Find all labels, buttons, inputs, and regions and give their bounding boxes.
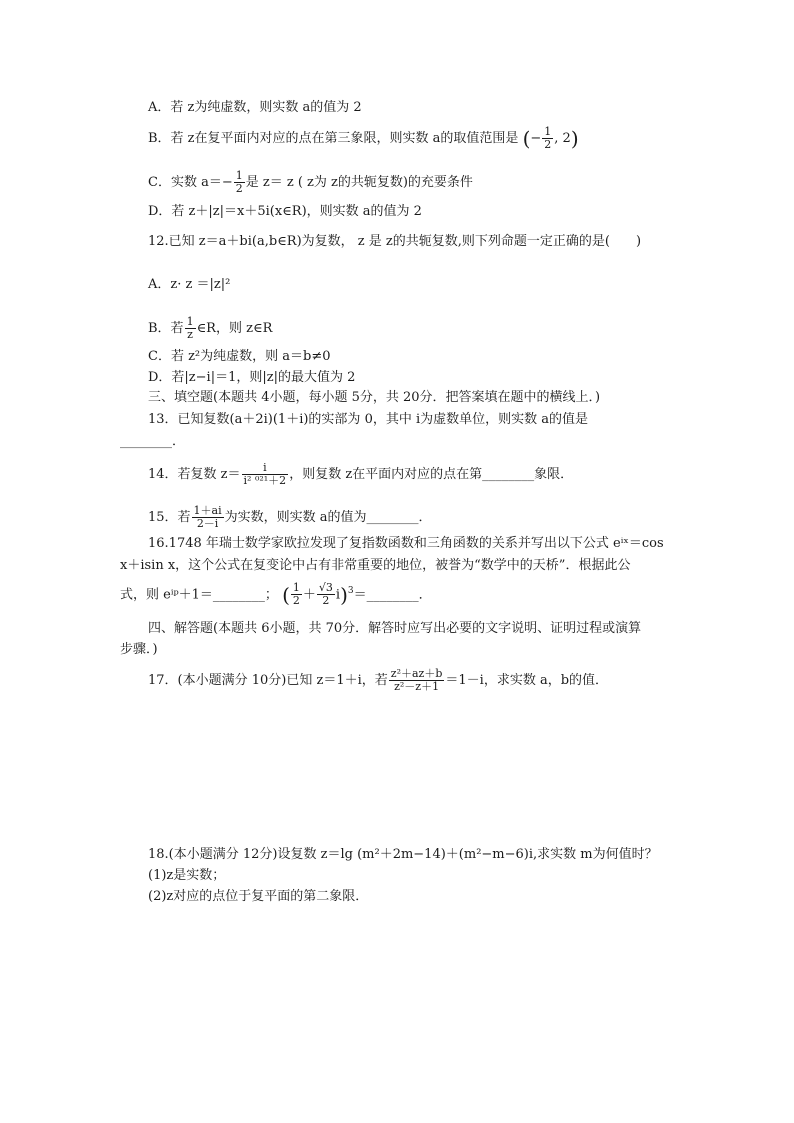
fraction-numerator: 1 bbox=[186, 315, 194, 328]
q17-text: 17．(本小题满分 10分)已知 z＝1＋i，若 bbox=[148, 673, 388, 688]
q16-line-1: 16.1748 年瑞士数学家欧拉发现了复指数函数和三角函数的关系并写出以下公式 eⁱˣ＝cos bbox=[148, 536, 664, 551]
fraction bbox=[185, 316, 196, 341]
fraction-numerator: 1 bbox=[292, 581, 300, 595]
fraction-denominator: 2－i bbox=[196, 517, 219, 530]
q15-tail: 为实数，则实数 a的值为________． bbox=[224, 510, 432, 525]
fraction bbox=[242, 462, 289, 487]
fraction bbox=[389, 668, 445, 693]
q11-option-d: D．若 z＋|z|＝x＋5i(x∈R)，则实数 a的值为 2 bbox=[148, 204, 422, 219]
fraction-numerator: i bbox=[242, 462, 289, 475]
q14-text: 14．若复数 z＝ bbox=[148, 467, 241, 482]
imaginary-unit: i bbox=[335, 587, 341, 603]
q17-line bbox=[148, 668, 608, 693]
right-paren: ) bbox=[570, 126, 579, 151]
q13-line-1: 13．已知复数(a＋2i)(1＋i)的实部为 0，其中 i为虚数单位，则实数 a的值是 bbox=[148, 412, 589, 427]
fraction-denominator: i² ⁰²¹＋2 bbox=[243, 474, 287, 487]
right-paren: ) bbox=[340, 582, 348, 607]
q13-line-2: ________． bbox=[120, 434, 186, 449]
q12-stem: 12.已知 z＝a＋bi(a,b∈R)为复数， z 是 z的共轭复数,则下列命题一定正确的是( ) bbox=[148, 234, 642, 249]
plus-sign: ＋ bbox=[302, 587, 316, 603]
fraction bbox=[192, 505, 224, 530]
q12-option-b bbox=[148, 316, 272, 341]
section-4-heading: 四、解答题(本题共 6小题，共 70分．解答时应写出必要的文字说明、证明过程或演算 bbox=[148, 621, 642, 636]
q11-option-b-tail: , 2 bbox=[554, 131, 571, 146]
fraction bbox=[234, 170, 245, 195]
fraction-numerator: 1＋ai bbox=[193, 504, 222, 517]
left-paren: ( bbox=[522, 126, 531, 151]
fraction-denominator: 2 bbox=[235, 182, 243, 195]
q18-stem: 18.(本小题满分 12分)设复数 z＝lg (m²＋2m−14)＋(m²−m−6)i,求实数 m为何值时？ bbox=[148, 847, 658, 862]
exponent: 3 bbox=[347, 586, 354, 596]
fraction bbox=[542, 126, 553, 151]
fraction bbox=[291, 582, 302, 607]
fraction-denominator: 2 bbox=[544, 138, 552, 151]
fraction-numerator: √3 bbox=[318, 581, 333, 595]
fraction-denominator: 2 bbox=[292, 594, 300, 608]
q11-option-c bbox=[148, 170, 473, 195]
q15-line bbox=[148, 505, 432, 530]
q18-part-2: (2)z对应的点位于复平面的第二象限． bbox=[148, 889, 369, 904]
q14-tail: ，则复数 z在平面内对应的点在第________象限． bbox=[289, 467, 574, 482]
q12-option-b-tail: ∈R，则 z∈R bbox=[196, 321, 273, 336]
q11-option-c-tail: 是 z＝ z ( z为 z的共轭复数)的充要条件 bbox=[245, 175, 473, 190]
fraction-numerator: z²＋az＋b bbox=[390, 667, 443, 680]
q16-tail: ＝________． bbox=[353, 587, 432, 603]
q16-line-2: x＋isin x，这个公式在复变论中占有非常重要的地位，被誉为“数学中的天桥”．根据此公 bbox=[120, 558, 631, 573]
q14-line bbox=[148, 462, 573, 487]
q12-option-a: A．z· z ＝|z|² bbox=[148, 277, 231, 292]
section-4-heading-cont: 步骤．) bbox=[120, 642, 158, 657]
fraction-denominator: z²－z＋1 bbox=[394, 680, 440, 693]
q11-option-b: B．若 z在复平面内对应的点在第三象限，则实数 a的取值范围是 (− $\frac{1}{2}$ , 2) bbox=[148, 125, 579, 151]
fraction bbox=[317, 582, 335, 607]
q17-tail: ＝1－i，求实数 a，b的值． bbox=[445, 673, 609, 688]
left-paren: ( bbox=[282, 582, 290, 607]
fraction-numerator: 1 bbox=[544, 125, 552, 138]
q16-text: 式，则 eⁱᵖ＋1＝________； bbox=[120, 587, 278, 603]
q12-option-b-text: B．若 bbox=[148, 321, 184, 336]
q18-part-1: (1)z是实数； bbox=[148, 868, 226, 883]
section-3-heading: 三、填空题(本题共 4小题，每小题 5分，共 20分．把答案填在题中的横线上．) bbox=[148, 390, 601, 405]
fraction-denominator: z bbox=[187, 328, 193, 341]
q11-option-c-text: C．实数 a＝− bbox=[148, 175, 233, 190]
q16-line-3 bbox=[120, 582, 432, 607]
q11-option-b-text: B．若 z在复平面内对应的点在第三象限，则实数 a的取值范围是 bbox=[148, 131, 519, 146]
q11-option-a: A．若 z为纯虚数，则实数 a的值为 2 bbox=[148, 100, 362, 115]
q12-option-c: C．若 z²为纯虚数，则 a＝b≠0 bbox=[148, 349, 331, 364]
fraction-denominator: 2 bbox=[322, 594, 330, 608]
q15-text: 15．若 bbox=[148, 510, 191, 525]
q12-option-d: D．若|z−i|＝1，则|z|的最大值为 2 bbox=[148, 370, 356, 385]
fraction-numerator: 1 bbox=[235, 169, 243, 182]
